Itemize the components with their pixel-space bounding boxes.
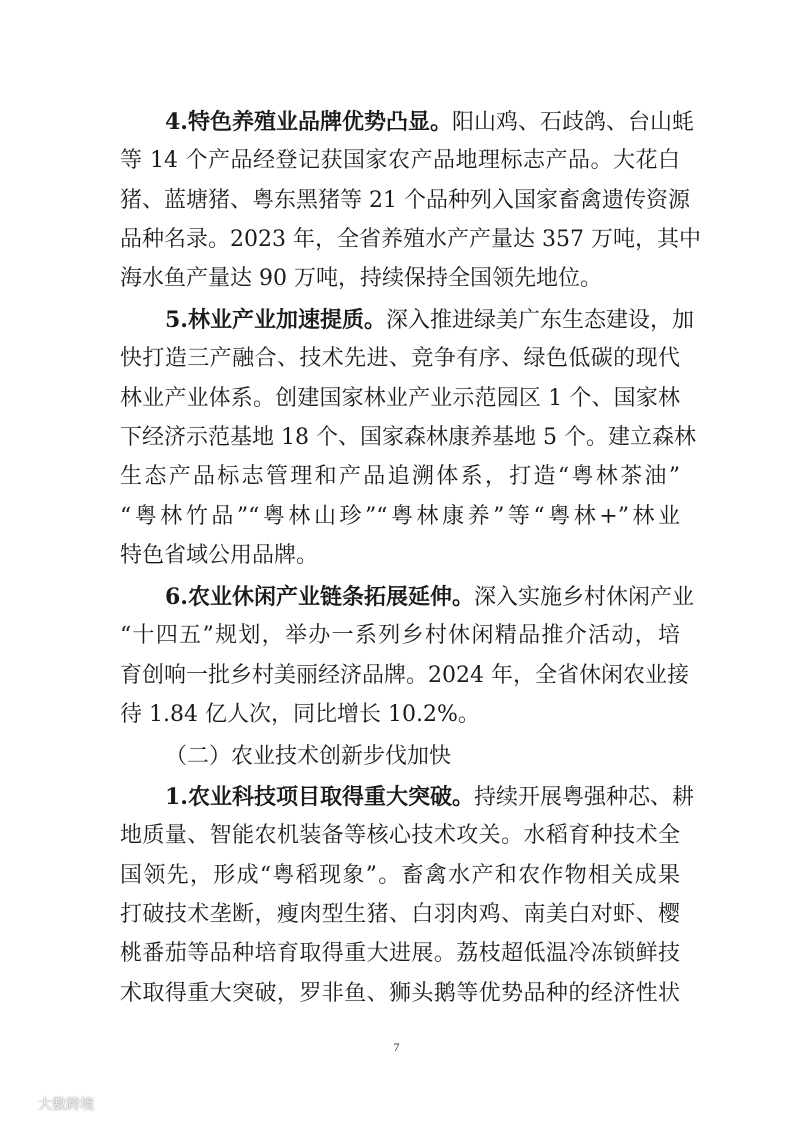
paragraph-lead: 6.农业休闲产业链条拓展延伸。 xyxy=(165,584,474,610)
watermark xyxy=(8,1094,94,1114)
paragraph-line: 打破技术垄断，瘦肉型生猪、白羽肉鸡、南美白对虾、樱 xyxy=(120,902,680,927)
paragraph-lead: 4.特色养殖业品牌优势凸显。 xyxy=(165,109,452,135)
paragraph-line: 地质量、智能农机装备等核心技术攻关。水稻育种技术全 xyxy=(120,823,680,848)
paragraph-line: 国领先，形成“粤稻现象”。畜禽水产和农作物相关成果 xyxy=(120,863,680,888)
paragraph-lead: 1.农业科技项目取得重大突破。 xyxy=(165,784,474,810)
paragraph-line: 快打造三产融合、技术先进、竞争有序、绿色低碳的现代 xyxy=(120,346,680,371)
paragraph-line xyxy=(165,583,694,611)
paragraph-line xyxy=(165,108,694,136)
paragraph-line: 育创响一批乡村美丽经济品牌。2024 年，全省休闲农业接 xyxy=(120,663,689,688)
paragraph-lead: 5.林业产业加速提质。 xyxy=(165,307,386,333)
paragraph-line: 品种名录。2023 年，全省养殖水产产量达 357 万吨，其中 xyxy=(120,227,701,252)
paragraph-line: 林业产业体系。创建国家林业产业示范园区 1 个、国家林 xyxy=(120,386,680,411)
paragraph-line xyxy=(165,783,694,811)
paragraph-line: 术取得重大突破，罗非鱼、狮头鹅等优势品种的经济性状 xyxy=(120,981,680,1006)
paragraph-text: 深入推进绿美广东生态建设，加 xyxy=(385,308,694,333)
paragraph-line: 等 14 个产品经登记获国家农产品地理标志产品。大花白 xyxy=(120,148,680,173)
paragraph-line: 生态产品标志管理和产品追溯体系，打造“粤林茶油” xyxy=(120,464,680,489)
paragraph-line: “十四五”规划，举办一系列乡村休闲精品推介活动，培 xyxy=(120,623,680,648)
watermark-logo-icon xyxy=(8,1095,34,1113)
paragraph-line: 特色省域公用品牌。 xyxy=(120,543,319,568)
paragraph-line xyxy=(165,306,694,334)
paragraph-line: “粤林竹品”“粤林山珍”“粤林康养”等“粤林+”林业 xyxy=(120,504,680,529)
section-subheading: （二）农业技术创新步伐加快 xyxy=(165,744,452,769)
watermark-text: 大數跨境 xyxy=(38,1097,94,1113)
paragraph-text: 深入实施乡村休闲产业 xyxy=(473,585,694,610)
paragraph-text: 阳山鸡、石歧鸽、台山蚝 xyxy=(451,110,694,135)
paragraph-line: 桃番茄等品种培育取得重大进展。荔枝超低温冷冻锁鲜技 xyxy=(120,941,680,966)
page-number: 7 xyxy=(393,1040,400,1054)
paragraph-line: 海水鱼产量达 90 万吨，持续保持全国领先地位。 xyxy=(120,266,602,291)
paragraph-line: 待 1.84 亿人次，同比增长 10.2%。 xyxy=(120,702,480,727)
paragraph-text: 持续开展粤强种芯、耕 xyxy=(473,785,694,810)
paragraph-line: 下经济示范基地 18 个、国家森林康养基地 5 个。建立森林 xyxy=(120,425,696,450)
paragraph-line: 猪、蓝塘猪、粤东黑猪等 21 个品种列入国家畜禽遗传资源 xyxy=(120,188,690,213)
